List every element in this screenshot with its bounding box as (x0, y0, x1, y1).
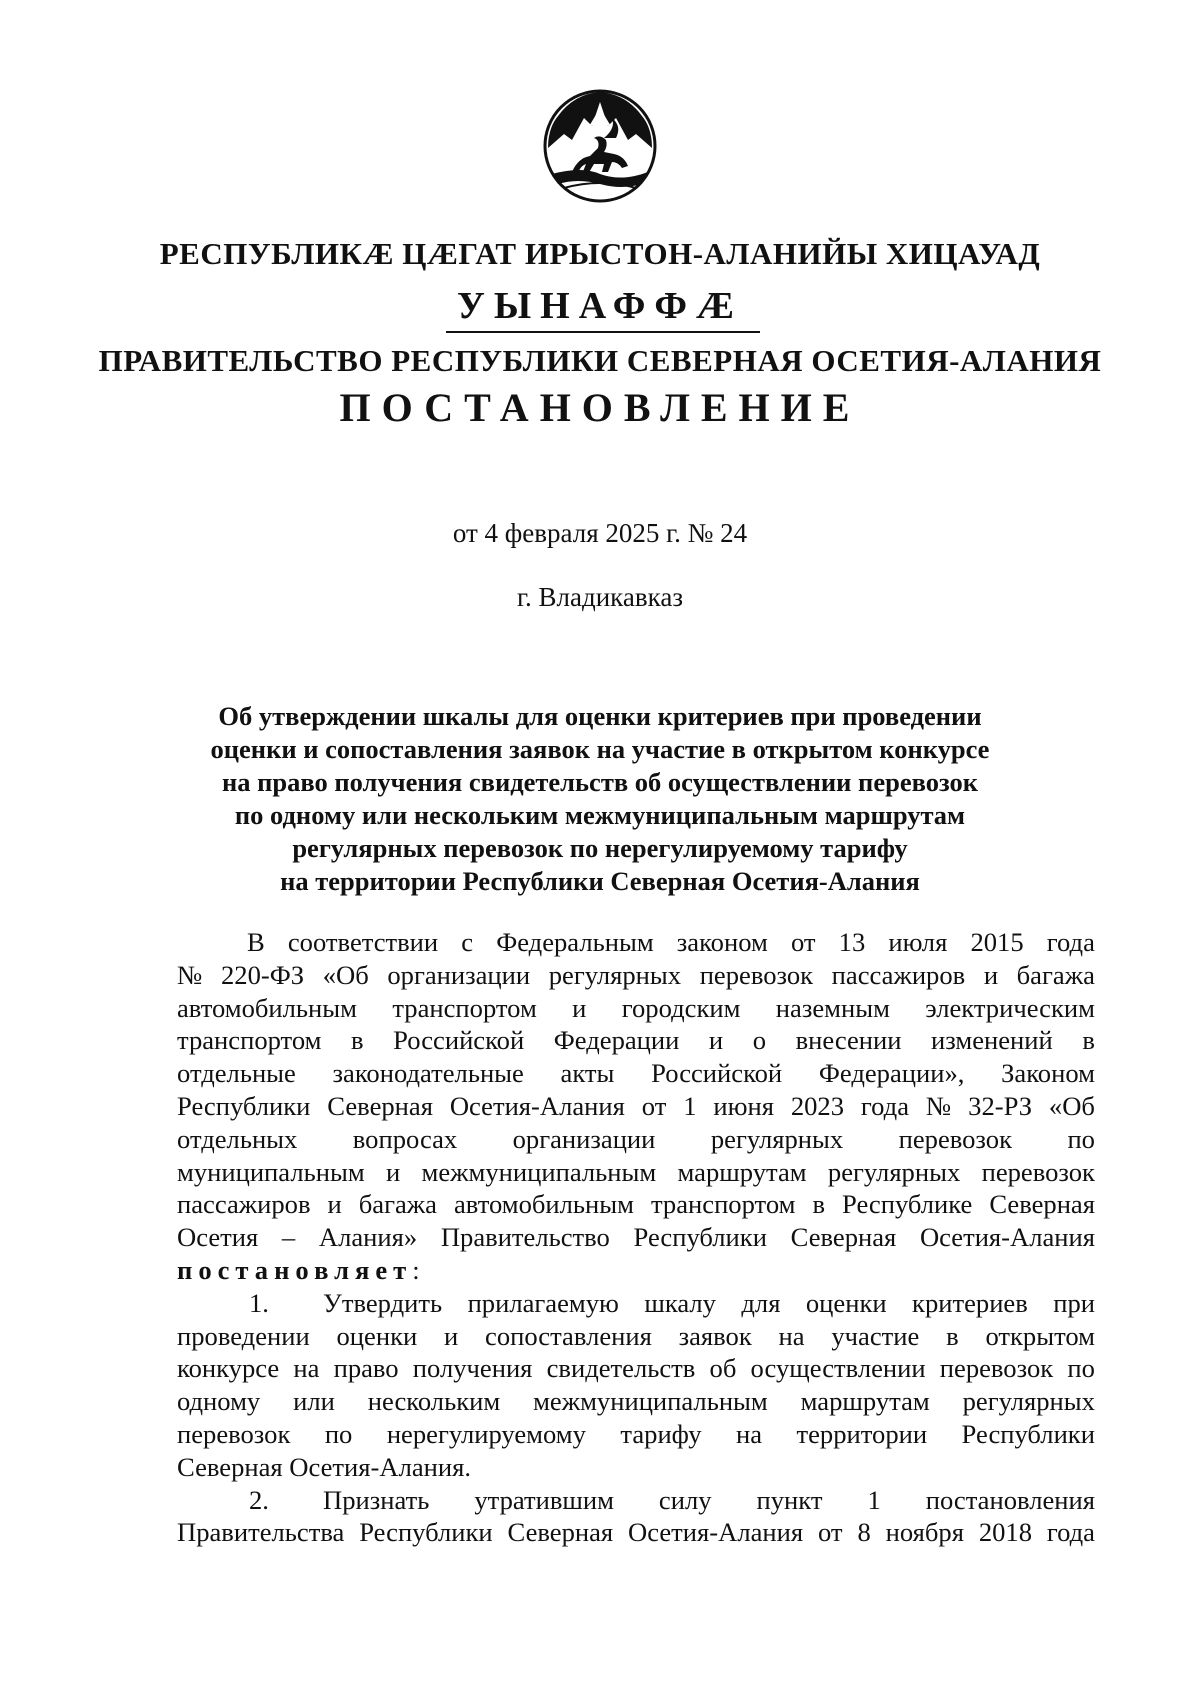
title-line: на территории Республики Северная Осетия-Алания (280, 866, 920, 896)
body-line: № 220-ФЗ «Об организации регулярных перевозок пассажиров и багажа (177, 959, 1095, 990)
body-line: Правительства Республики Северная Осетия-Алания от 8 ноября 2018 года (177, 1517, 1095, 1548)
document-body (177, 926, 1095, 1549)
body-line: проведении оценки и сопоставления заявок на участие в открытом (177, 1320, 1095, 1351)
body-line: муниципальным и межмуниципальным маршрутам регулярных перевозок (177, 1156, 1095, 1187)
title-line: оценки и сопоставления заявок на участие в открытом конкурсе (210, 734, 990, 764)
russian-document-type: ПОСТАНОВЛЕНИЕ (339, 385, 861, 430)
resolves-word: постановляет (177, 1254, 413, 1285)
item-2-number: 2. (249, 1484, 269, 1515)
body-line: Республики Северная Осетия-Алания от 1 июня 2023 года № 32-РЗ «Об (177, 1090, 1095, 1121)
body-line: В соответствии с Федеральным законом от 13 июля 2015 года (247, 927, 1095, 957)
item-2-first-line (177, 1484, 1095, 1517)
body-line: пассажиров и багажа автомобильным транспортом в Республике Северная (177, 1189, 1095, 1220)
item-1-number: 1. (249, 1287, 269, 1318)
body-line: перевозок по нерегулируемому тарифу на территории Республики (177, 1418, 1095, 1449)
ossetian-document-type: УЫНАФФÆ (456, 285, 744, 327)
body-line: отдельные законодательные акты Российской Федерации», Законом (177, 1058, 1095, 1089)
title-line: Об утверждении шкалы для оценки критериев при проведении (218, 701, 982, 731)
document-city: г. Владикавказ (517, 582, 683, 612)
russian-government-name: ПРАВИТЕЛЬСТВО РЕСПУБЛИКИ СЕВЕРНАЯ ОСЕТИЯ-АЛАНИЯ (98, 343, 1102, 378)
body-line-resolves (177, 1254, 1095, 1287)
body-line: Признать утратившим силу пункт 1 постановления (323, 1484, 1095, 1515)
title-line: на право получения свидетельств об осуществлении перевозок (221, 767, 978, 797)
resolves-colon: : (412, 1254, 420, 1285)
body-line: Северная Осетия-Алания. (177, 1451, 471, 1482)
header-underline (446, 331, 760, 333)
body-line: автомобильным транспортом и городским наземным электрическим (177, 992, 1095, 1023)
body-line: отдельных вопросах организации регулярных перевозок по (177, 1123, 1095, 1154)
item-1-first-line (177, 1287, 1095, 1320)
body-line: транспортом в Российской Федерации и о внесении изменений в (177, 1025, 1095, 1056)
document-title (170, 700, 1030, 898)
body-line: Осетия – Алания» Правительство Республики Северная Осетия-Алания (177, 1222, 1095, 1253)
document-date-number: от 4 февраля 2025 г. № 24 (452, 518, 748, 548)
title-line: по одному или нескольким межмуниципальным маршрутам (234, 800, 966, 830)
body-line: Утвердить прилагаемую шкалу для оценки критериев при (323, 1287, 1095, 1318)
coat-of-arms-emblem (542, 88, 658, 204)
body-line: конкурсе на право получения свидетельств об осуществлении перевозок по (177, 1353, 1095, 1384)
body-line: одному или нескольким межмуниципальным маршрутам регулярных (177, 1386, 1095, 1417)
title-line: регулярных перевозок по нерегулируемому тарифу (292, 833, 908, 863)
ossetian-government-name: РЕСПУБЛИКÆ ЦÆГАТ ИРЫСТОН-АЛАНИЙЫ ХИЦАУАД (159, 236, 1041, 271)
